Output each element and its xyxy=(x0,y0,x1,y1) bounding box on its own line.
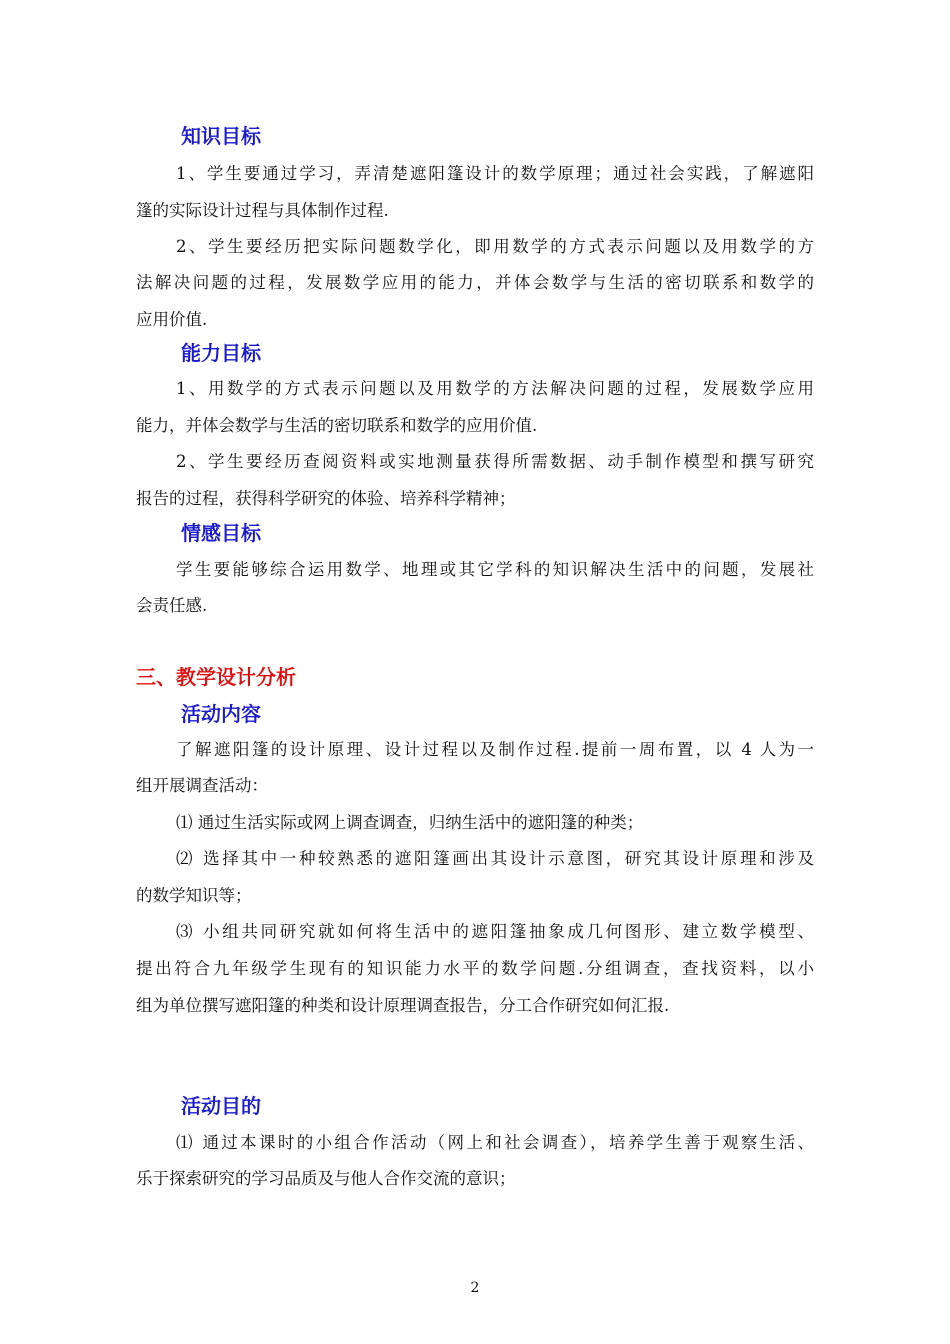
list-item: ⑴ 通过本课时的小组合作活动（网上和社会调查），培养学生善于观察生活、 xyxy=(176,1133,814,1152)
list-item: ⑶ 小组共同研究就如何将生活中的遮阳篷抽象成几何图形、建立数学模型、 xyxy=(176,922,814,941)
emotion-goals-heading: 情感目标 xyxy=(181,521,261,545)
paragraph-line: 1、用数学的方式表示问题以及用数学的方法解决问题的过程，发展数学应用 xyxy=(176,379,814,398)
list-item-continuation: 乐于探索研究的学习品质及与他人合作交流的意识； xyxy=(136,1169,516,1188)
paragraph-line: 组开展调查活动： xyxy=(136,776,268,795)
knowledge-goals-heading: 知识目标 xyxy=(181,124,261,148)
paragraph-line: 篷的实际设计过程与具体制作过程. xyxy=(136,201,389,220)
paragraph-line: 报告的过程，获得科学研究的体验、培养科学精神； xyxy=(136,489,516,508)
list-item: ⑴ 通过生活实际或网上调查调查，归纳生活中的遮阳篷的种类； xyxy=(176,813,644,832)
paragraph-line: 法解决问题的过程，发展数学应用的能力，并体会数学与生活的密切联系和数学的 xyxy=(136,273,814,292)
list-item-continuation: 的数学知识等； xyxy=(136,886,252,905)
list-item-continuation: 提出符合九年级学生现有的知识能力水平的数学问题.分组调查，查找资料，以小 xyxy=(136,959,814,978)
activity-content-heading: 活动内容 xyxy=(181,702,261,726)
paragraph-line: 能力，并体会数学与生活的密切联系和数学的应用价值. xyxy=(136,416,538,435)
ability-goals-heading: 能力目标 xyxy=(181,341,261,365)
paragraph-line: 应用价值. xyxy=(136,310,208,329)
paragraph-line: 会责任感. xyxy=(136,596,208,615)
paragraph-line: 了解遮阳篷的设计原理、设计过程以及制作过程.提前一周布置，以 4 人为一 xyxy=(176,740,814,759)
activity-purpose-heading: 活动目的 xyxy=(181,1094,261,1118)
paragraph-line: 学生要能够综合运用数学、地理或其它学科的知识解决生活中的问题，发展社 xyxy=(176,560,814,579)
paragraph-line: 2、学生要经历把实际问题数学化，即用数学的方式表示问题以及用数学的方 xyxy=(176,237,814,256)
paragraph-line: 1、学生要通过学习，弄清楚遮阳篷设计的数学原理；通过社会实践，了解遮阳 xyxy=(176,164,814,183)
paragraph-line: 2、学生要经历查阅资料或实地测量获得所需数据、动手制作模型和撰写研究 xyxy=(176,452,814,471)
list-item: ⑵ 选择其中一种较熟悉的遮阳篷画出其设计示意图，研究其设计原理和涉及 xyxy=(176,849,814,868)
page-number: 2 xyxy=(470,1280,480,1296)
section-three-heading: 三、教学设计分析 xyxy=(136,665,296,689)
list-item-continuation: 组为单位撰写遮阳篷的种类和设计原理调查报告，分工合作研究如何汇报. xyxy=(136,996,670,1015)
